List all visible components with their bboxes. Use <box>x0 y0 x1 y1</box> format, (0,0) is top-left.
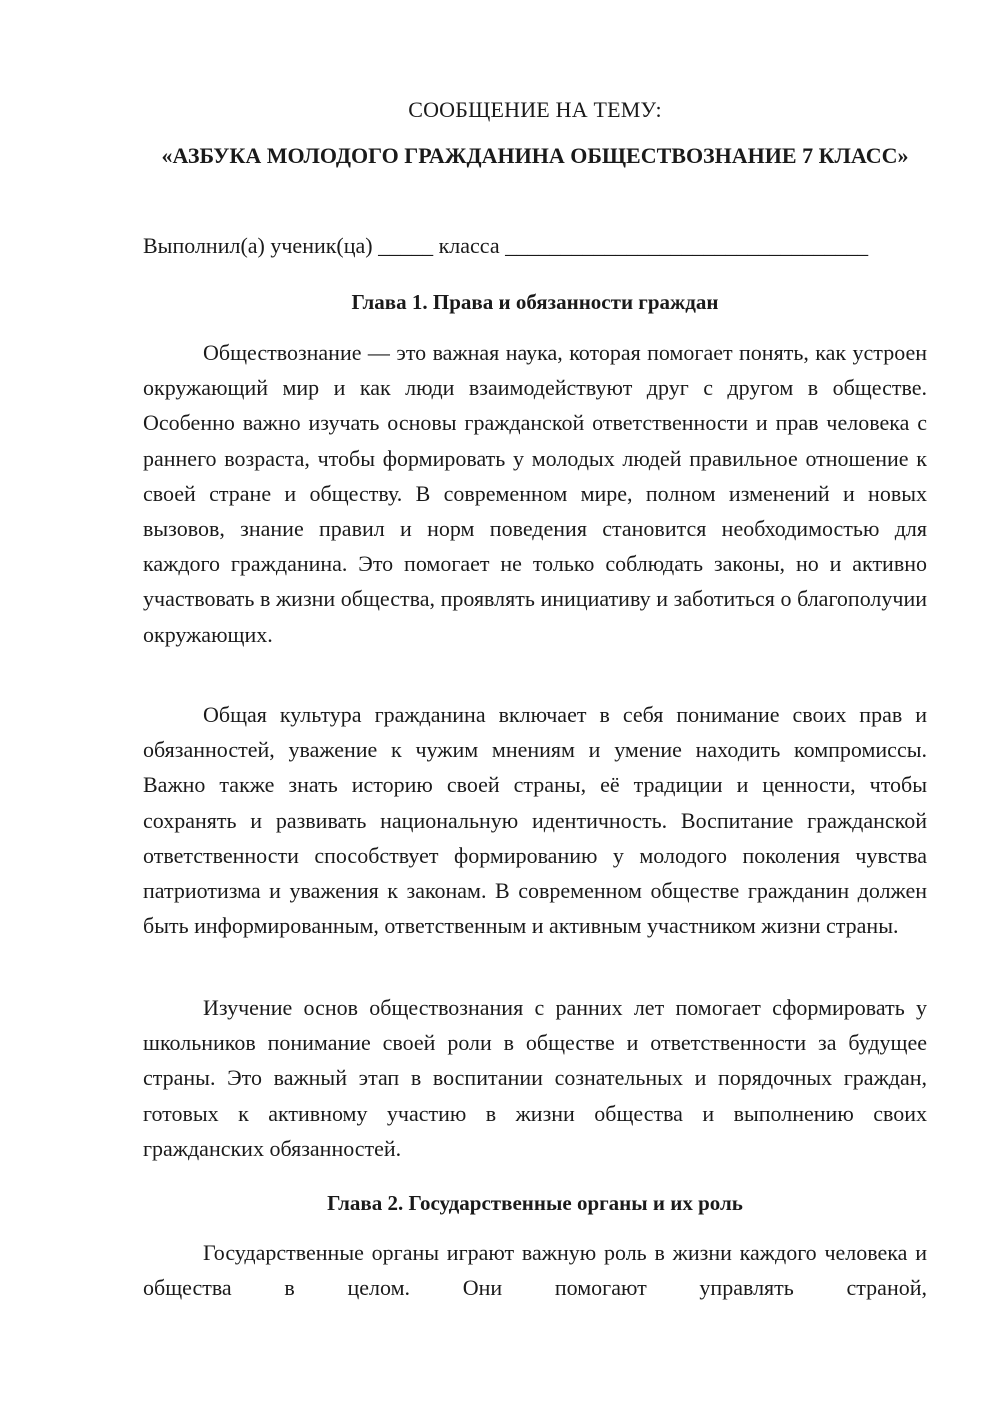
chapter-1-paragraph-2: Общая культура гражданина включает в себя понимание своих прав и обязанностей, уважение к чужим мнениям и умение находить компромиссы. Важно также знать историю своей страны, её традиции и ценности, чтобы сохранять и развивать национальную идентичность. Воспитание гражданской ответственности способствует формированию у молодого поколения чувства патриотизма и уважения к законам. В современном обществе гражданин должен быть информированным, ответственным и активным участником жизни страны. <box>143 702 927 939</box>
chapter-2-paragraph-1: Государственные органы играют важную роль в жизни каждого человека и общества в целом. Они помогают управлять страной, <box>143 1240 927 1301</box>
author-line: Выполнил(а) ученик(ца) _____ класса _________________________________ <box>143 233 869 258</box>
document-title: «АЗБУКА МОЛОДОГО ГРАЖДАНИНА ОБЩЕСТВОЗНАНИЕ 7 КЛАСС» <box>161 143 909 168</box>
chapter-1-paragraph-3: Изучение основ обществознания с ранних лет помогает сформировать у школьников понимание своей роли в обществе и ответственности за будущее страны. Это важный этап в воспитании сознательных и порядочных граждан, готовых к активному участию в жизни общества и выполнению своих гражданских обязанностей. <box>143 995 927 1161</box>
document-header: СООБЩЕНИЕ НА ТЕМУ: <box>408 97 662 122</box>
chapter-1-paragraph-1: Обществознание — это важная наука, которая помогает понять, как устроен окружающий мир и как люди взаимодействуют друг с другом в обществе. Особенно важно изучать основы гражданской ответственности и прав человека с раннего возраста, чтобы формировать у молодых людей правильное отношение к своей стране и обществу. В современном мире, полном изменений и новых вызовов, знание правил и норм поведения становится необходимостью для каждого гражданина. Это помогает не только соблюдать законы, но и активно участвовать в жизни общества, проявлять инициативу и заботиться о благополучии окружающих. <box>143 340 927 647</box>
chapter-1-title: Глава 1. Права и обязанности граждан <box>351 290 719 314</box>
chapter-2-title: Глава 2. Государственные органы и их роль <box>327 1191 743 1215</box>
